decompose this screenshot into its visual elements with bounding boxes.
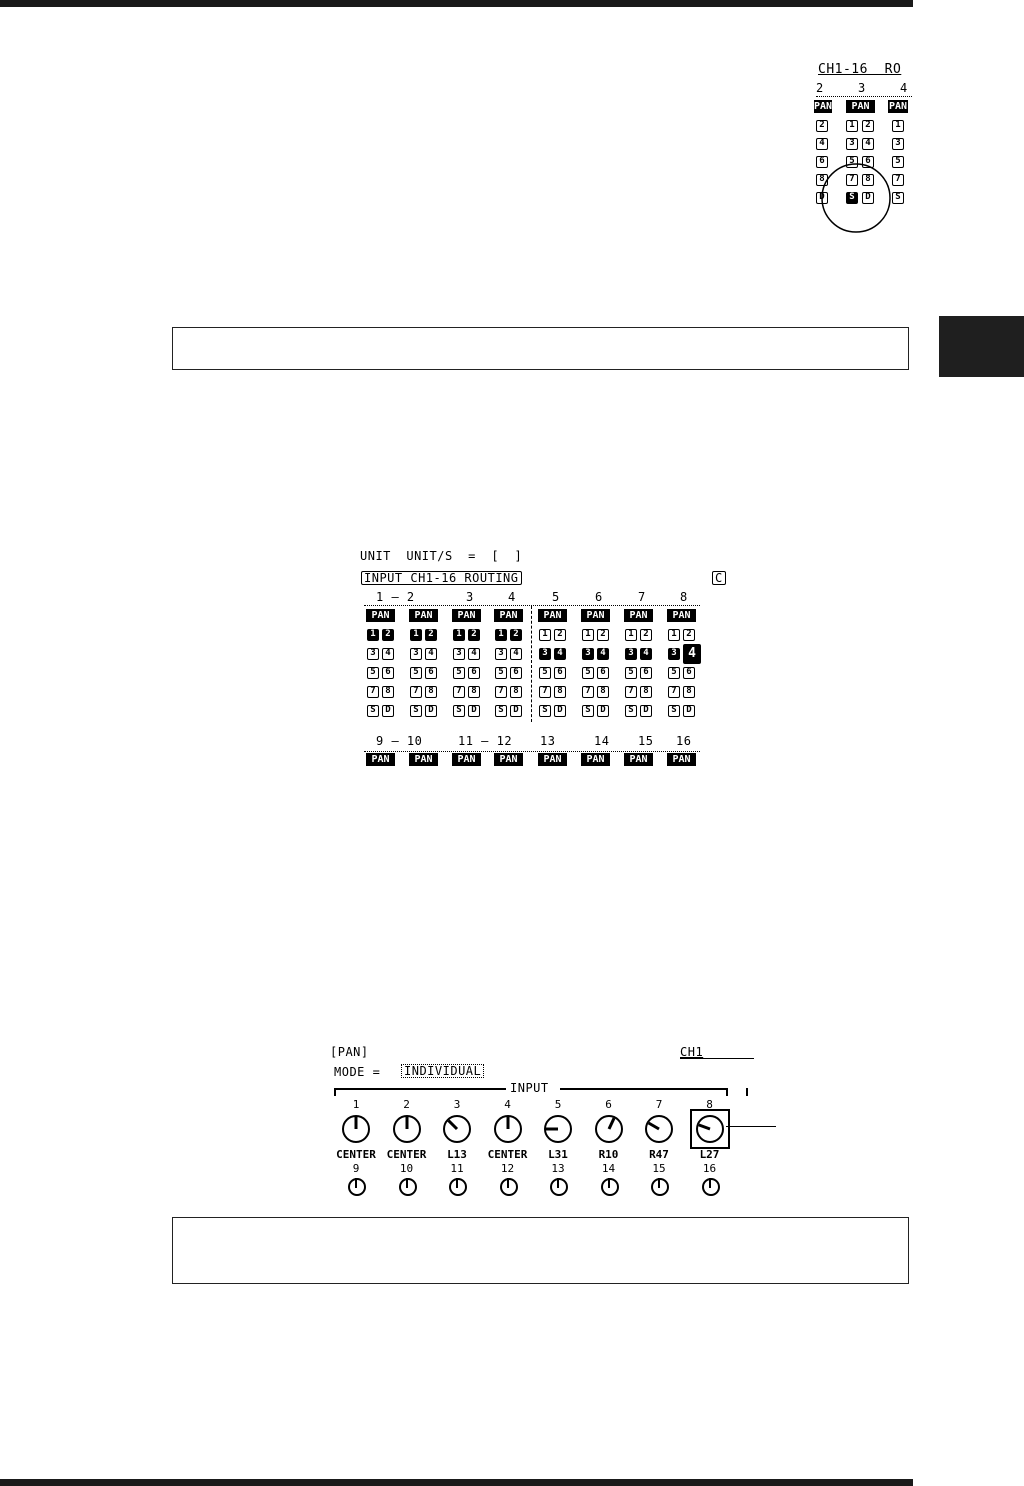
routing-bus-button[interactable]: 7 <box>453 686 465 698</box>
routing-bus-button[interactable]: 6 <box>597 667 609 679</box>
pan-channel-number: 3 <box>453 1098 461 1111</box>
zoom-pan-3[interactable]: PAN <box>846 100 875 113</box>
pan-channel-number: 1 <box>352 1098 360 1111</box>
pan-value: CENTER <box>487 1148 528 1161</box>
routing-bus-button[interactable]: S <box>453 705 465 717</box>
routing-bus-button[interactable]: 8 <box>382 686 394 698</box>
routing-channel-number: 7 <box>638 590 646 604</box>
pan-value: CENTER <box>386 1148 427 1161</box>
routing-bus-button[interactable]: 4 <box>382 648 394 660</box>
pan-channel-number: 5 <box>554 1098 562 1111</box>
routing-bus-button[interactable]: D <box>640 705 652 717</box>
pan-knob[interactable] <box>339 1112 373 1146</box>
routing-bus-button[interactable]: D <box>597 705 609 717</box>
routing-bus-button[interactable]: 4 <box>640 648 652 660</box>
routing-bus-button[interactable]: 1 <box>539 629 551 641</box>
pan-value: R10 <box>598 1148 619 1161</box>
pan-knob-partial-pointer <box>557 1178 559 1188</box>
pan-knob-partial <box>500 1178 518 1196</box>
routing-bus-button[interactable]: 2 <box>468 629 480 641</box>
pan-value: L27 <box>699 1148 720 1161</box>
routing-pan-button[interactable]: PAN <box>494 609 523 622</box>
routing-bus-button[interactable]: 8 <box>468 686 480 698</box>
routing-bus-button[interactable]: 8 <box>597 686 609 698</box>
routing-pan-button[interactable]: PAN <box>538 609 567 622</box>
zoom-bus-button[interactable]: 5 <box>846 156 858 168</box>
routing-bus-button[interactable]: 5 <box>539 667 551 679</box>
pan-channel-number: 8 <box>706 1098 713 1111</box>
zoom-bus-button[interactable]: 1 <box>892 120 904 132</box>
routing-bus-button[interactable]: 7 <box>410 686 422 698</box>
routing-bus-button[interactable]: 2 <box>425 629 437 641</box>
routing-pan-button[interactable]: PAN <box>366 753 395 766</box>
note-box-2 <box>172 1217 909 1284</box>
routing-channel-number: 14 <box>594 734 610 748</box>
pan-knob-partial-pointer <box>658 1178 660 1188</box>
pan-value: R47 <box>649 1148 669 1161</box>
routing-bus-button[interactable]: D <box>510 705 522 717</box>
pan-knob-partial <box>449 1178 467 1196</box>
pan-knob-partial <box>601 1178 619 1196</box>
routing-divider <box>364 605 700 606</box>
routing-pan-button[interactable]: PAN <box>624 609 653 622</box>
pan-knob[interactable] <box>491 1112 525 1146</box>
zoom-bus-button[interactable]: D <box>816 192 828 204</box>
routing-channel-number: 11 — 12 <box>458 734 513 748</box>
routing-pan-button[interactable]: PAN <box>581 753 610 766</box>
routing-channel-number: 6 <box>595 590 603 604</box>
routing-bus-button[interactable]: 4 <box>510 648 522 660</box>
zoom-ch-4: 4 <box>900 81 908 95</box>
routing-bus-button[interactable]: 2 <box>683 629 695 641</box>
pan-channel-number: 11 <box>450 1162 464 1175</box>
routing-bus-button[interactable]: 8 <box>554 686 566 698</box>
pan-knob-partial <box>550 1178 568 1196</box>
pan-knob[interactable] <box>390 1112 424 1146</box>
routing-channel-number: 13 <box>540 734 556 748</box>
routing-title: INPUT CH1-16 ROUTING <box>361 571 522 585</box>
note-box-1 <box>172 327 909 370</box>
routing-bus-button[interactable]: 3 <box>539 648 551 660</box>
top-rule <box>0 0 913 7</box>
mode-label: MODE = <box>334 1065 381 1079</box>
pan-channel-number: 16 <box>702 1162 717 1175</box>
routing-bus-button[interactable]: 3 <box>410 648 422 660</box>
routing-bus-button[interactable]: 4 <box>425 648 437 660</box>
zoom-bus-button[interactable]: 7 <box>846 174 858 186</box>
routing-bus-button[interactable]: 2 <box>510 629 522 641</box>
routing-bus-button[interactable]: 7 <box>367 686 379 698</box>
pan-knob[interactable] <box>440 1112 474 1146</box>
routing-channel-number: 1 — 2 <box>376 590 415 604</box>
zoom-bus-button[interactable]: S <box>892 192 904 204</box>
zoom-pan-4[interactable]: PAN <box>888 101 908 112</box>
routing-channel-number: 5 <box>552 590 560 604</box>
routing-bus-button[interactable]: 6 <box>640 667 652 679</box>
routing-bus-button[interactable]: 1 <box>668 629 680 641</box>
zoom-header: CH1-16 RO <box>818 62 902 77</box>
routing-channel-number: 16 <box>676 734 692 748</box>
pan-title: [PAN] <box>330 1045 369 1059</box>
routing-bus-button[interactable]: 4 <box>597 648 609 660</box>
pan-knob-partial <box>651 1178 669 1196</box>
routing-bus-button[interactable]: 7 <box>625 686 637 698</box>
pan-channel-number: 14 <box>601 1162 616 1175</box>
routing-pan-button[interactable]: PAN <box>494 753 523 766</box>
routing-bus-button[interactable]: S <box>582 705 594 717</box>
routing-bus-button[interactable]: 6 <box>554 667 566 679</box>
pan-knob-partial-pointer <box>507 1178 509 1188</box>
routing-bus-button[interactable]: 4 <box>683 644 701 664</box>
pan-value: CENTER <box>336 1148 376 1161</box>
zoom-bus-button[interactable]: D <box>862 192 874 204</box>
routing-bus-button[interactable]: 5 <box>582 667 594 679</box>
routing-bus-button[interactable]: D <box>425 705 437 717</box>
routing-bus-button[interactable]: 3 <box>582 648 594 660</box>
zoom-bus-button[interactable]: 5 <box>892 156 904 168</box>
routing-bus-button[interactable]: 8 <box>510 686 522 698</box>
pan-knob[interactable] <box>642 1112 676 1146</box>
routing-bus-button[interactable]: 1 <box>625 629 637 641</box>
routing-bus-button[interactable]: 7 <box>539 686 551 698</box>
pan-knob[interactable] <box>541 1112 575 1146</box>
routing-bus-button[interactable]: 8 <box>425 686 437 698</box>
routing-bus-button[interactable]: 8 <box>683 686 695 698</box>
routing-pan-button[interactable]: PAN <box>409 609 438 622</box>
zoom-bus-button[interactable]: 2 <box>862 120 874 132</box>
pan-channel-number: 12 <box>500 1162 515 1175</box>
pan-channel-number: 7 <box>655 1098 663 1111</box>
routing-bus-button[interactable]: 6 <box>425 667 437 679</box>
zoom-bus-button[interactable]: 1 <box>846 120 858 132</box>
routing-bus-button[interactable]: 6 <box>510 667 522 679</box>
routing-bus-button[interactable]: 1 <box>453 629 465 641</box>
routing-bus-button[interactable]: D <box>382 705 394 717</box>
pan-channel-number: 13 <box>551 1162 565 1175</box>
routing-zoom-detail <box>808 58 912 236</box>
routing-bus-button[interactable]: 2 <box>554 629 566 641</box>
routing-bus-button[interactable]: D <box>468 705 480 717</box>
callout-line <box>726 1126 776 1127</box>
zoom-bus-button[interactable]: 4 <box>862 138 874 150</box>
routing-bus-button[interactable]: 5 <box>625 667 637 679</box>
routing-divider <box>364 751 700 752</box>
routing-pan-button[interactable]: PAN <box>581 609 610 622</box>
routing-pan-button[interactable]: PAN <box>667 609 696 622</box>
zoom-bus-button[interactable]: 7 <box>892 174 904 186</box>
routing-bus-button[interactable]: 5 <box>495 667 507 679</box>
routing-bus-button[interactable]: 1 <box>495 629 507 641</box>
routing-bus-button[interactable]: 5 <box>668 667 680 679</box>
routing-pan-button[interactable]: PAN <box>624 753 653 766</box>
chapter-tab <box>939 316 1024 377</box>
routing-bus-button[interactable]: 8 <box>640 686 652 698</box>
routing-pan-button[interactable]: PAN <box>452 609 481 622</box>
routing-separator <box>531 606 532 722</box>
routing-top-cutoff: UNIT UNIT/S = [ ] <box>360 549 523 563</box>
routing-bus-button[interactable]: 3 <box>367 648 379 660</box>
routing-corner-button[interactable]: C <box>712 571 726 585</box>
routing-channel-number: 9 — 10 <box>376 734 423 748</box>
pan-channel-number: 10 <box>399 1162 414 1175</box>
routing-bus-button[interactable]: 3 <box>625 648 637 660</box>
pan-knob-partial-pointer <box>608 1178 610 1188</box>
routing-bus-button[interactable]: D <box>554 705 566 717</box>
pan-knob-partial <box>702 1178 720 1196</box>
pan-channel: CH1 <box>680 1045 704 1059</box>
pan-knob-partial-pointer <box>406 1178 408 1188</box>
routing-bus-button[interactable]: 2 <box>640 629 652 641</box>
pan-channel-number: 4 <box>504 1098 511 1111</box>
routing-pan-button[interactable]: PAN <box>452 753 481 766</box>
zoom-bus-button[interactable]: 8 <box>816 174 828 186</box>
pan-knob-partial-pointer <box>709 1178 711 1188</box>
routing-channel-number: 15 <box>638 734 654 748</box>
routing-channel-number: 8 <box>680 590 688 604</box>
input-group-label: INPUT <box>510 1081 549 1095</box>
routing-bus-button[interactable]: 1 <box>367 629 379 641</box>
routing-bus-button[interactable]: 6 <box>382 667 394 679</box>
routing-bus-button[interactable]: D <box>683 705 695 717</box>
zoom-bus-button[interactable]: 8 <box>862 174 874 186</box>
pan-channel-number: 9 <box>352 1162 360 1175</box>
routing-bus-button[interactable]: 6 <box>683 667 695 679</box>
pan-knob-partial <box>399 1178 417 1196</box>
zoom-bus-button[interactable]: 6 <box>816 156 828 168</box>
routing-channel-number: 4 <box>508 590 516 604</box>
routing-bus-button[interactable]: 3 <box>668 648 680 660</box>
mode-value[interactable]: INDIVIDUAL <box>401 1064 484 1078</box>
routing-bus-button[interactable]: 6 <box>468 667 480 679</box>
routing-bus-button[interactable]: 5 <box>410 667 422 679</box>
routing-bus-button[interactable]: 1 <box>582 629 594 641</box>
selected-knob-frame <box>690 1109 730 1149</box>
routing-bus-button[interactable]: 4 <box>554 648 566 660</box>
routing-bus-button[interactable]: 2 <box>597 629 609 641</box>
zoom-bus-button[interactable]: 2 <box>816 120 828 132</box>
pan-channel-number: 15 <box>652 1162 666 1175</box>
routing-pan-button[interactable]: PAN <box>366 609 395 622</box>
routing-bus-button[interactable]: 7 <box>668 686 680 698</box>
routing-bus-button[interactable]: S <box>668 705 680 717</box>
pan-knob[interactable] <box>592 1112 626 1146</box>
zoom-ch-2: 2 <box>816 81 824 95</box>
routing-bus-button[interactable]: 5 <box>453 667 465 679</box>
routing-bus-button[interactable]: 7 <box>582 686 594 698</box>
routing-bus-button[interactable]: 3 <box>495 648 507 660</box>
routing-pan-button[interactable]: PAN <box>667 753 696 766</box>
pan-knob-partial <box>348 1178 366 1196</box>
routing-bus-button[interactable]: S <box>495 705 507 717</box>
pan-knob-partial-pointer <box>456 1178 458 1188</box>
highlight-circle <box>808 168 912 236</box>
routing-bus-button[interactable]: 5 <box>367 667 379 679</box>
routing-bus-button[interactable]: S <box>539 705 551 717</box>
routing-bus-button[interactable]: 2 <box>382 629 394 641</box>
routing-channel-number: 3 <box>466 590 474 604</box>
pan-knob-partial-pointer <box>355 1178 357 1188</box>
zoom-pan-2[interactable]: PAN <box>814 101 833 112</box>
zoom-bus-button[interactable]: 3 <box>846 138 858 150</box>
pan-screen <box>328 1040 758 1188</box>
pan-value: L13 <box>447 1148 467 1161</box>
pan-channel-number: 6 <box>605 1098 612 1111</box>
routing-bus-button[interactable]: S <box>367 705 379 717</box>
routing-pan-button[interactable]: PAN <box>538 753 567 766</box>
bottom-rule <box>0 1479 913 1486</box>
zoom-bus-button[interactable]: 3 <box>892 138 904 150</box>
routing-bus-button[interactable]: S <box>410 705 422 717</box>
zoom-bus-button[interactable]: 4 <box>816 138 828 150</box>
routing-bus-button[interactable]: 1 <box>410 629 422 641</box>
routing-bus-button[interactable]: 7 <box>495 686 507 698</box>
routing-bus-button[interactable]: 4 <box>468 648 480 660</box>
pan-value: L31 <box>548 1148 568 1161</box>
routing-pan-button[interactable]: PAN <box>409 753 438 766</box>
routing-bus-button[interactable]: S <box>625 705 637 717</box>
routing-screen <box>358 549 726 765</box>
zoom-ch-3: 3 <box>858 81 866 95</box>
routing-bus-button[interactable]: 3 <box>453 648 465 660</box>
zoom-bus-button[interactable]: 6 <box>862 156 874 168</box>
zoom-bus-button[interactable]: S <box>846 192 858 204</box>
pan-channel-number: 2 <box>403 1098 410 1111</box>
